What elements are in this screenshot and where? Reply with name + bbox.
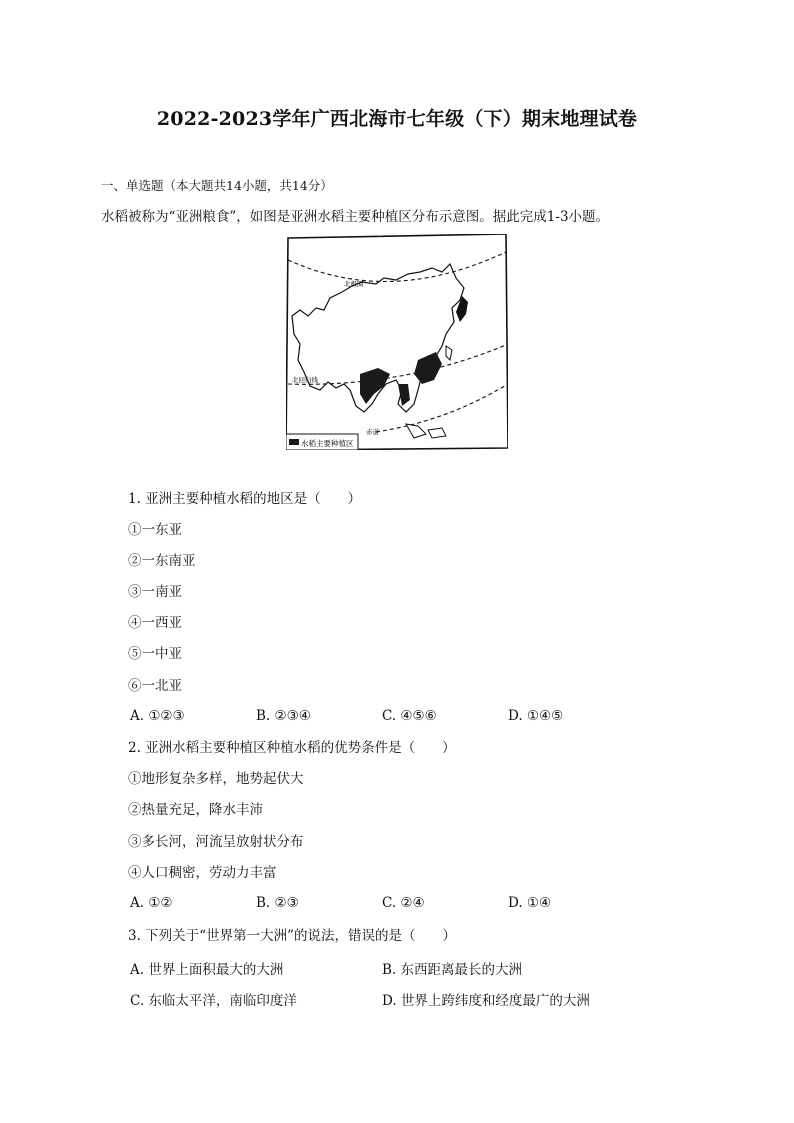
q1-item: ⑤一中亚 [128, 646, 182, 662]
question-intro: 水稻被称为“亚洲粮食”，如图是亚洲水稻主要种植区分布示意图。据此完成1-3小题。 [101, 209, 610, 225]
label-tropic: 北回归线 [292, 376, 318, 384]
q3-stem: 3. 下列关于“世界第一大洲”的说法，错误的是（ ） [128, 928, 456, 944]
q2-item: ④人口稠密，劳动力丰富 [128, 865, 277, 881]
section-heading: 一、单选题（本大题共14小题，共14分） [101, 178, 333, 193]
q1-option-b: B. ②③④ [256, 708, 311, 724]
q2-option-a: A. ①② [130, 895, 173, 911]
q2-stem: 2. 亚洲水稻主要种植区种植水稻的优势条件是（ ） [128, 740, 456, 756]
q1-item: ①一东亚 [128, 522, 182, 538]
q3-option-d: D. 世界上跨纬度和经度最广的大洲 [382, 993, 590, 1009]
q3-option-c: C. 东临太平洋，南临印度洋 [130, 993, 297, 1009]
q1-option-c: C. ④⑤⑥ [382, 708, 437, 724]
q2-item: ①地形复杂多样，地势起伏大 [128, 771, 304, 787]
label-arctic-circle: 北极圈 [344, 280, 364, 288]
page-title: 2022-2023学年广西北海市七年级（下）期末地理试卷 [156, 108, 638, 130]
asia-rice-map [286, 234, 508, 450]
q1-item: ②一东南亚 [128, 553, 196, 569]
q1-item: ④一西亚 [128, 615, 182, 631]
q3-option-b: B. 东西距离最长的大洲 [382, 962, 523, 978]
q1-option-d: D. ①④⑤ [508, 708, 564, 724]
q3-option-a: A. 世界上面积最大的大洲 [130, 962, 284, 978]
q2-item: ②热量充足，降水丰沛 [128, 802, 263, 818]
q1-option-a: A. ①②③ [130, 708, 185, 724]
q1-item: ③一南亚 [128, 584, 182, 600]
q2-option-d: D. ①④ [508, 895, 552, 911]
q1-item: ⑥一北亚 [128, 678, 182, 694]
q2-item: ③多长河，河流呈放射状分布 [128, 834, 304, 850]
q2-option-b: B. ②③ [256, 895, 299, 911]
q2-option-c: C. ②④ [382, 895, 425, 911]
label-equator: 赤道 [366, 428, 379, 436]
q1-stem: 1. 亚洲主要种植水稻的地区是（ ） [128, 491, 362, 507]
map-legend: 水稻主要种植区 [301, 439, 354, 448]
